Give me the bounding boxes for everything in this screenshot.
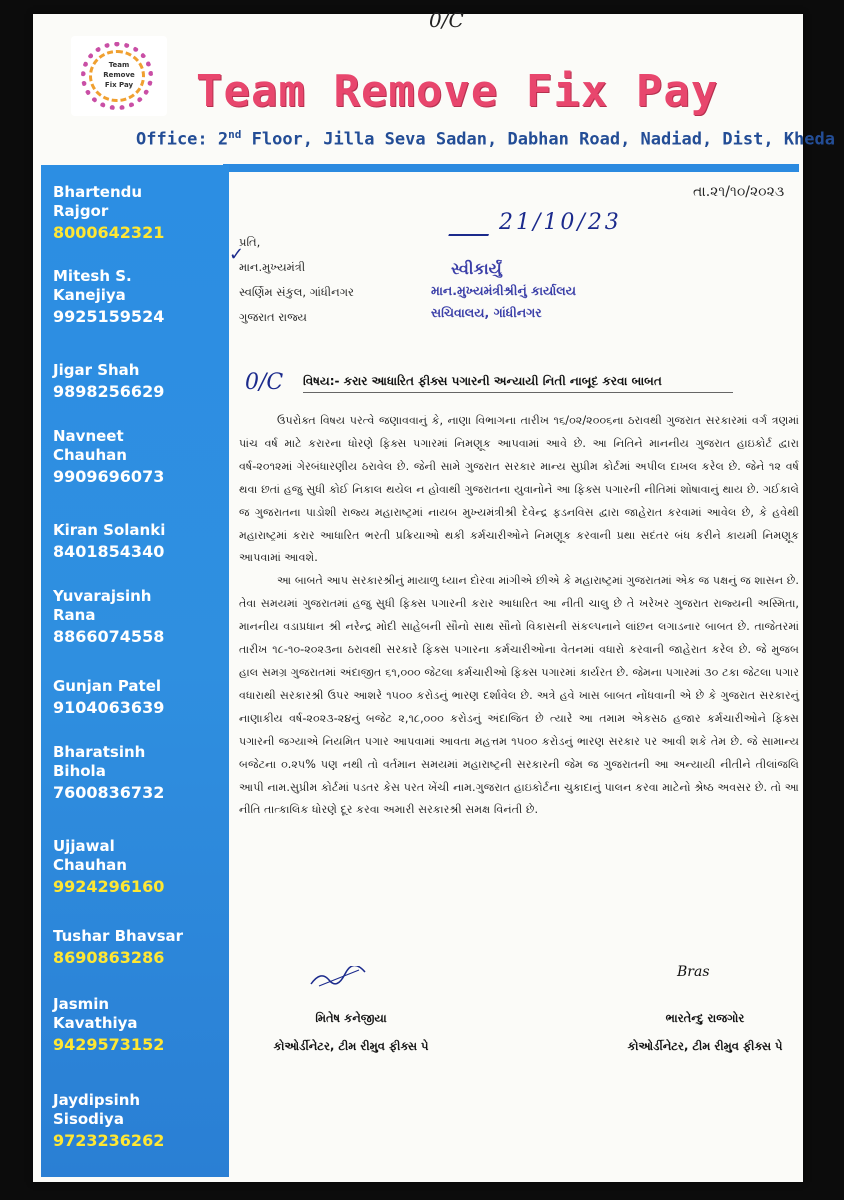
contact-phone: 9104063639 bbox=[53, 698, 165, 717]
contact-name: Bihola bbox=[53, 762, 106, 780]
letter-subject: વિષય:- કરાર આધારિત ફીક્સ પગારની અન્યાયી નિતી નાબૂદ કરવા બાબત bbox=[303, 374, 662, 388]
contacts-sidebar bbox=[41, 165, 229, 1177]
stamp-line: સચિવાલય, ગાંધીનગર bbox=[431, 305, 542, 320]
contact-name: Sisodiya bbox=[53, 1110, 124, 1128]
signatory-role: કોઓર્ડીનેટર, ટીમ રીમુવ ફીક્સ પે bbox=[273, 1039, 429, 1053]
logo-text bbox=[99, 60, 139, 90]
contact-name: Mitesh S. bbox=[53, 267, 132, 285]
contact-entry bbox=[53, 677, 164, 717]
contact-name: Jasmin bbox=[53, 995, 110, 1013]
letter-date: તા.૨૧/૧૦/૨૦૨૩ bbox=[693, 184, 785, 200]
contact-entry bbox=[53, 927, 183, 967]
contact-name: Gunjan Patel bbox=[53, 677, 162, 695]
top-mark: 0/C bbox=[429, 8, 464, 32]
contact-entry bbox=[53, 361, 164, 401]
contact-name: Tushar Bhavsar bbox=[53, 927, 184, 945]
address-line: સ્વર્ણિમ સંકુલ, ગાંધીનગર bbox=[239, 285, 355, 299]
contact-entry bbox=[53, 837, 164, 896]
stamp-line: સ્વીકાર્યું bbox=[451, 259, 502, 278]
contact-name: Yuvarajsinh bbox=[53, 587, 152, 605]
brand-title: Team Remove Fix Pay bbox=[196, 66, 719, 117]
office-sup: nd bbox=[228, 128, 242, 141]
signatory-name: ભારતેન્દુ રાજગોર bbox=[665, 1011, 745, 1025]
contact-phone: 9723236262 bbox=[53, 1131, 165, 1150]
contact-entry bbox=[53, 521, 165, 561]
contact-phone: 7600836732 bbox=[53, 783, 165, 802]
address-line: માન.મુખ્યમંત્રી bbox=[239, 260, 306, 274]
contact-phone: 9898256629 bbox=[53, 382, 165, 401]
signatory-name: મિતેષ કનેજીયા bbox=[315, 1011, 387, 1025]
contact-name: Chauhan bbox=[53, 856, 127, 874]
contact-name: Rana bbox=[53, 606, 96, 624]
contact-name: Ujjawal bbox=[53, 837, 115, 855]
margin-mark: 0/C bbox=[245, 370, 284, 395]
right-signatory bbox=[615, 1004, 795, 1060]
contact-phone: 9429573152 bbox=[53, 1035, 165, 1054]
contact-phone: 8401854340 bbox=[53, 542, 165, 561]
left-signatory bbox=[271, 1004, 431, 1060]
contact-phone: 9909696073 bbox=[53, 467, 165, 486]
contact-entry bbox=[53, 587, 164, 646]
contact-name: Jaydipsinh bbox=[53, 1091, 141, 1109]
signature-scribble bbox=[448, 210, 497, 236]
received-signature bbox=[453, 210, 622, 236]
right-signature-scribble: Bras bbox=[677, 964, 710, 980]
contact-name: Navneet bbox=[53, 427, 124, 445]
address-line: ગુજરાત રાજ્ય bbox=[239, 310, 307, 324]
signatory-role: કોઓર્ડીનેટર, ટીમ રીમુવ ફીક્સ પે bbox=[627, 1039, 783, 1053]
contact-name: Bharatsinh bbox=[53, 743, 146, 761]
logo-text-line: Fix Pay bbox=[104, 81, 134, 89]
contact-name: Chauhan bbox=[53, 446, 127, 464]
letter-page bbox=[33, 8, 835, 1182]
contact-phone: 9925159524 bbox=[53, 307, 165, 326]
logo-text-line: Remove bbox=[103, 71, 135, 79]
body-paragraph: આ બાબતે આપ સરકારશ્રીનું માયાળુ ધ્યાન દોરવા માંગીએ છીએ કે મહારાષ્ટ્રમાં ગુજરાતમાં એક જ પક્ષનું જ શાસન છે. તેવા સમયમાં ગુજરાતમાં હજુ સુધી ફિક્સ પગારની કરાર આધારિત આ નીતી ચાલુ છે તે ખરેખર ગુજરાત રાજ્યની અસ્મિતા, માનનીય વડાપ્રધાન શ્રી નરેન્દ્ર મોદી સાહેબની સૌનો સાથ સૌનો વિકાસની સંકલ્પનાને લાંછન લગાડનાર બાબત છે. તાજેતરમાં તારીખ ૧૮-૧૦-૨૦૨૩ના ઠરાવથી સરકારે ફિક્સ પગારના કર્મચારીઓના વેતનમાં વધારો કરવાની જાહેરાત કરેલ છે. જે મુજબ હાલ સમગ્ર ગુજરાતમાં અંદાજીત ૬૧,૦૦૦ જેટલા કર્મચારીઓ ફિક્સ પગારમાં કાર્યરત છે. જેમના પગારમાં ૩૦ ટકા જેટલા પગાર વધારાથી સરકારશ્રી ઉપર આશરે ૧૫૦૦ કરોડનું ભારણ દર્શાવેલ છે. અત્રે હવે ખાસ બાબત નોંધવાની એ છે કે ગુજરાત સરકારનું નાણાકીય વર્ષ-૨૦૨૩-૨૪નું બજેટ ૨,૧૮,૦૦૦ કરોડનું અંદાજિત છે ત્યારે આ તમામ એકસઠ હજાર કર્મચારીઓને ફિક્સ પગારની જગ્યાએ નિયમિત પગાર આપવામાં આવતા મહત્તમ ૧૫૦૦ કરોડનું ભારણ સરકાર પર આવી શકે તેમ છે. જે સામાન્ય બજેટના ૦.૨૫% પણ નથી તો વર્તમાન સમયમાં મહારાષ્ટ્રની સરકારની જેમ જ ગુજરાતની આ અન્યાયી નીતીને તીલાંજલિ આપી નામ.સુપ્રીમ કોર્ટમાં પડતર કેસ પરત ખેંચી નામ.ગુજરાત હાઇકોર્ટના ચુકાદાનું પાલન કરવા માટેનો શ્રેષ્ઠ અવસર છે. તો આ નીતિ તાત્કાલિક ધોરણે દૂર કરવા અમારી સરકારશ્રી સમક્ષ વિનંતી છે. bbox=[239, 574, 799, 817]
contact-phone: 8000642321 bbox=[53, 223, 165, 242]
office-prefix: Office: 2 bbox=[136, 129, 229, 150]
contact-name: Bhartendu bbox=[53, 183, 143, 201]
team-logo bbox=[71, 36, 167, 116]
contact-name: Jigar Shah bbox=[53, 361, 140, 379]
signed-date: 21/10/23 bbox=[499, 210, 622, 235]
contact-phone: 8690863286 bbox=[53, 948, 165, 967]
contact-name: Rajgor bbox=[53, 202, 109, 220]
letter-body bbox=[239, 410, 799, 822]
contact-entry bbox=[53, 995, 164, 1054]
contact-name: Kanejiya bbox=[53, 286, 126, 304]
subject-underline bbox=[303, 392, 733, 393]
contact-entry bbox=[53, 427, 164, 486]
check-mark-icon: ✓ bbox=[229, 244, 245, 265]
contact-phone: 9924296160 bbox=[53, 877, 165, 896]
office-address bbox=[136, 128, 835, 150]
contact-phone: 8866074558 bbox=[53, 627, 165, 646]
contact-entry bbox=[53, 1091, 164, 1150]
contact-name: Kiran Solanki bbox=[53, 521, 166, 539]
received-stamp bbox=[431, 258, 576, 324]
stamp-line: માન.મુખ્યમંત્રીશ્રીનું કાર્યાલય bbox=[431, 283, 576, 298]
header-divider bbox=[223, 164, 799, 172]
contact-entry bbox=[53, 743, 164, 802]
office-rest: Floor, Jilla Seva Sadan, Dabhan Road, Nadiad, Dist, Kheda bbox=[241, 129, 835, 150]
logo-text-line: Team bbox=[108, 61, 130, 69]
left-signature-scribble bbox=[309, 966, 369, 988]
contact-entry bbox=[53, 183, 164, 242]
contact-entry bbox=[53, 267, 164, 326]
body-paragraph: ઉપરોક્ત વિષય પરત્વે જણાવવાનું કે, નાણા વિભાગના તારીખ ૧૬/૦૨/૨૦૦૬ના ઠરાવથી ગુજરાત સરકારમાં વર્ગ ત્રણમાં પાંચ વર્ષ માટે કરારના ધોરણે ફિક્સ પગારમાં નિમણૂક આપવામાં આવે છે. આ નિતિને માનનીય ગુજરાત હાઇકોર્ટ દ્વારા વર્ષ-૨૦૧૨માં ગેરબંધારણીય ઠરાવેલ છે. જેની સામે ગુજરાત સરકાર માન્ય સુપ્રીમ કોર્ટમાં અપીલ દાખલ કરેલ છે. જેને ૧૨ વર્ષ થવા છતાં હજુ સુધી કોઈ નિકાલ થયેલ ન હોવાથી ગુજરાતના યુવાનોને આ ફિક્સ પગારની નીતિમાં શોષાવાનું થાય છે. ગઈકાલે જ ગુજરાતના પાડોશી રાજ્ય મહારાષ્ટ્રમાં નાયબ મુખ્યમંત્રીશ્રી દેવેન્દ્ર ફડનવિસ દ્વારા જાહેરાત કરવામાં આવેલ છે, કે હવેથી મહારાષ્ટ્રમાં કરાર આધારિત ભરતી પ્રક્રિયાઓ થકી કર્મચારીઓને નિમણૂક કરવાની પ્રથા સદંતર બંધ કરીને કાયમી નિમણૂક આપવામાં આવશે. bbox=[239, 414, 799, 565]
recipient-address bbox=[239, 230, 354, 330]
contact-name: Kavathiya bbox=[53, 1014, 138, 1032]
address-to: પ્રતિ, bbox=[239, 235, 261, 249]
